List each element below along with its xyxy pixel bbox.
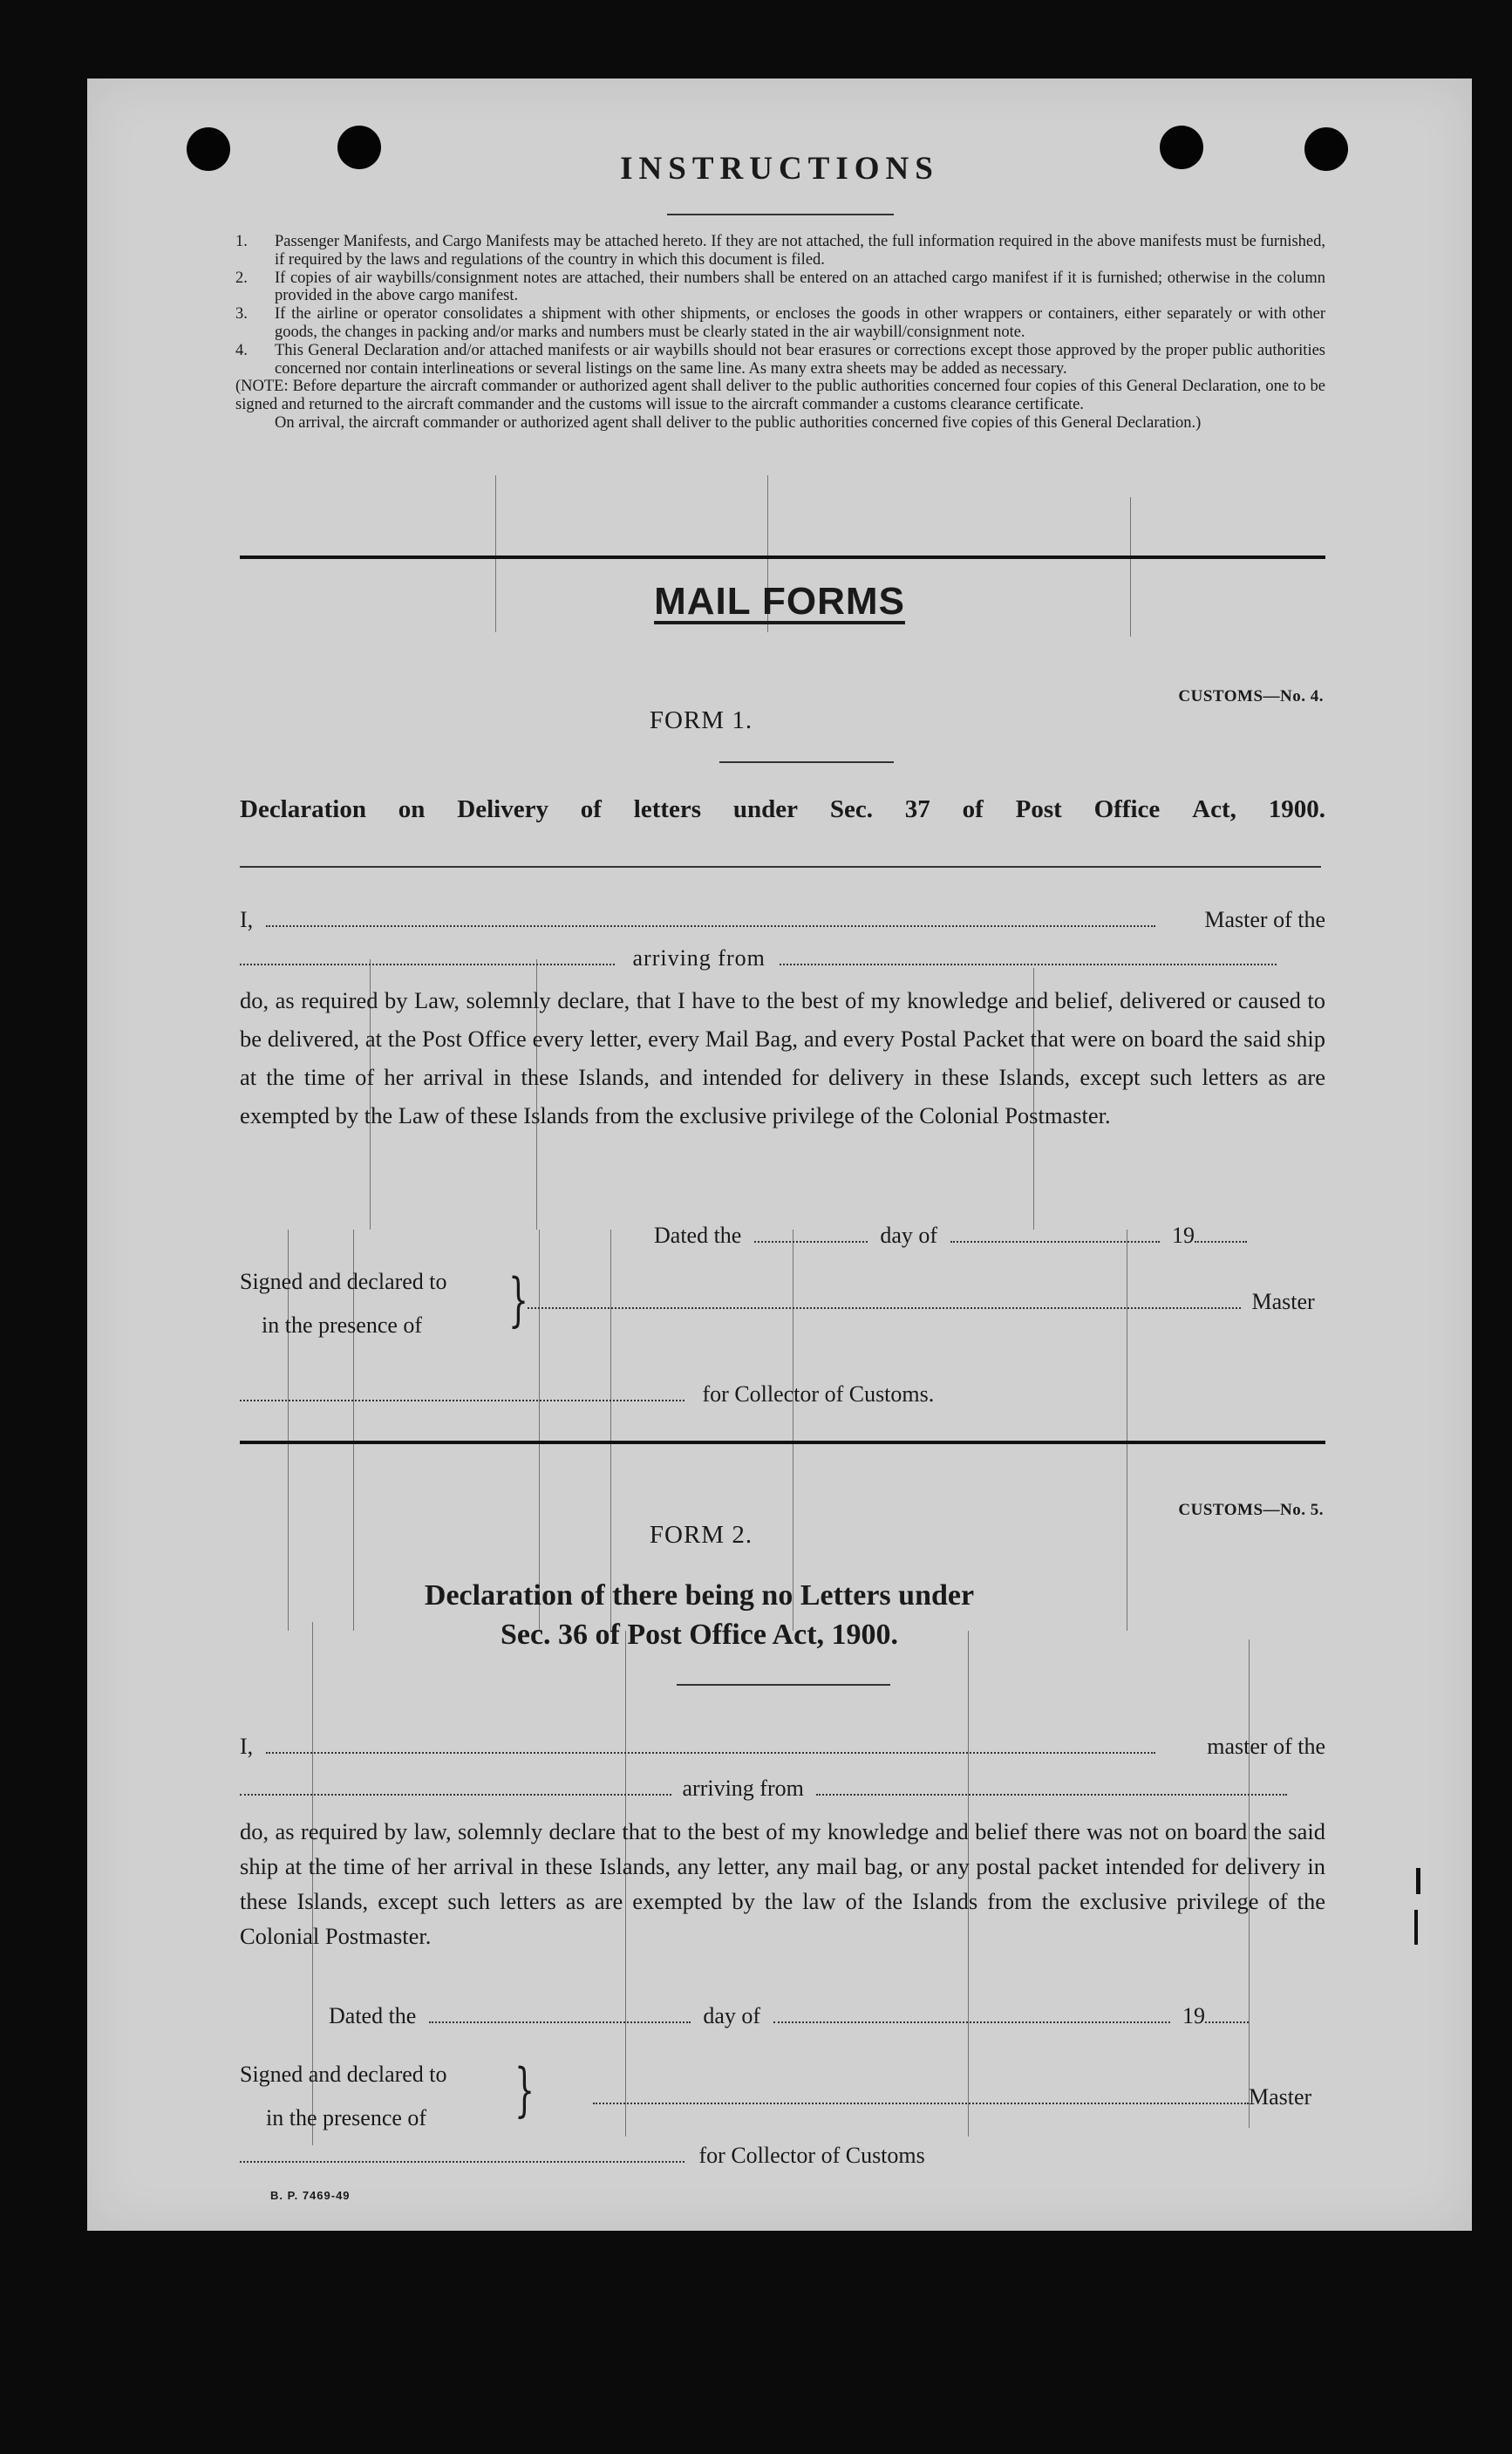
form2-title-underline bbox=[677, 1684, 890, 1686]
form1-presence-label: in the presence of bbox=[262, 1312, 423, 1338]
form2-month-blank[interactable] bbox=[773, 2021, 1170, 2023]
form2-year-prefix: 19 bbox=[1182, 2003, 1206, 2028]
instruction-item bbox=[235, 269, 1325, 306]
form1-ship-name-blank[interactable] bbox=[240, 964, 615, 965]
section-divider bbox=[240, 556, 1325, 559]
form2-customs-number: CUSTOMS—No. 5. bbox=[1178, 1501, 1324, 1519]
form2-ship-name-blank[interactable] bbox=[240, 1794, 671, 1796]
form1-heading-word: Declaration bbox=[240, 795, 366, 823]
form1-heading-word: Delivery bbox=[457, 795, 548, 823]
form1-heading-word: under bbox=[732, 795, 799, 823]
instruction-note-arrival bbox=[235, 414, 1325, 433]
form1-i-label: I, bbox=[240, 907, 254, 932]
form1-collector-signature-blank[interactable] bbox=[240, 1400, 684, 1401]
form1-heading-word: Sec. bbox=[829, 795, 873, 823]
form1-heading-word: letters bbox=[633, 795, 702, 823]
form1-brace: } bbox=[508, 1266, 529, 1333]
form1-name-blank[interactable] bbox=[266, 925, 1155, 927]
note-departure-text: (NOTE: Before departure the aircraft commander or authorized agent shall deliver to the public authorities concerned four copies of this General Declaration, one to be signed and returned to the aircraft commander and the customs will issue to the aircraft commander a customs clearance certificate. bbox=[235, 378, 1325, 414]
form2-signed-label: Signed and declared to bbox=[240, 2062, 447, 2087]
form1-master-label: Master bbox=[1251, 1289, 1315, 1314]
form-divider bbox=[240, 1441, 1325, 1444]
form1-master-line bbox=[528, 1289, 1325, 1315]
form1-year-prefix: 19 bbox=[1172, 1223, 1195, 1248]
form2-day-of: day of bbox=[703, 2003, 761, 2028]
form1-month-blank[interactable] bbox=[950, 1241, 1160, 1243]
form1-master-signature-blank[interactable] bbox=[528, 1307, 1241, 1309]
instructions-underline bbox=[667, 214, 894, 215]
form1-day-of: day of bbox=[880, 1223, 938, 1248]
form1-i-line bbox=[240, 907, 1325, 933]
form2-body: do, as required by law, solemnly declare that to the best of my knowledge and belief there was not on board the said ship at the time of her arrival in these Islands, any letter, any mail bag, or any postal packet intended for delivery in these Islands, except such letters as are exempted by the law of the Islands from the exclusive privilege of the Colonial Postmaster. bbox=[240, 1818, 1325, 1949]
form1-heading-word: 1900. bbox=[1268, 795, 1325, 823]
form2-master-signature-blank[interactable] bbox=[593, 2103, 1249, 2104]
form2-dated-the: Dated the bbox=[329, 2003, 417, 2028]
instruction-number: 3. bbox=[235, 305, 248, 324]
form1-title: FORM 1. bbox=[649, 706, 753, 734]
form2-collector-line bbox=[240, 2143, 925, 2169]
form1-arriving-from: arriving from bbox=[632, 945, 766, 971]
instruction-number: 1. bbox=[235, 233, 248, 250]
form1-heading-word: Act, bbox=[1192, 795, 1236, 823]
form1-for-collector: for Collector of Customs. bbox=[702, 1381, 935, 1407]
instruction-item bbox=[235, 305, 1325, 342]
form1-heading-rule bbox=[240, 866, 1321, 868]
form1-dated-line bbox=[654, 1223, 1325, 1249]
form2-i-line bbox=[240, 1734, 1325, 1760]
form1-heading-word: on bbox=[398, 795, 426, 823]
document-sheet bbox=[87, 78, 1472, 2231]
form2-arriving-line bbox=[240, 1776, 1325, 1802]
instruction-item bbox=[235, 233, 1325, 269]
form2-master-line bbox=[593, 2084, 1325, 2110]
form1-heading-word: of bbox=[962, 795, 984, 823]
form2-year-blank[interactable] bbox=[1205, 2021, 1249, 2023]
form2-dated-line bbox=[329, 2003, 1325, 2029]
form1-dated-the: Dated the bbox=[654, 1223, 742, 1248]
form2-origin-blank[interactable] bbox=[816, 1794, 1287, 1796]
instructions-title: INSTRUCTIONS bbox=[620, 151, 939, 187]
form2-collector-signature-blank[interactable] bbox=[240, 2161, 684, 2163]
form1-heading-word: Office bbox=[1093, 795, 1161, 823]
form2-presence-label: in the presence of bbox=[266, 2105, 427, 2130]
form1-declaration-heading bbox=[240, 795, 1325, 824]
form1-heading-word: of bbox=[580, 795, 602, 823]
form2-brace: } bbox=[514, 2056, 535, 2123]
instruction-text: If the airline or operator consolidates a shipment with other shipments, or encloses the goods in other wrappers or containers, either separately or with other goods, the changes in packing and/or marks and numbers must be clearly stated in the air waybill/consignment note. bbox=[275, 305, 1325, 341]
form1-master-of-the: Master of the bbox=[1204, 907, 1325, 932]
form1-heading-word: 37 bbox=[904, 795, 930, 823]
instructions-list bbox=[235, 233, 1325, 433]
instruction-number: 2. bbox=[235, 269, 248, 287]
instruction-text: If copies of air waybills/consignment notes are attached, their numbers shall be entered on an attached cargo manifest if it is furnished; otherwise in the column provided in the above cargo manifest. bbox=[275, 269, 1325, 305]
mail-forms-title: MAIL FORMS bbox=[654, 580, 905, 623]
form2-title: FORM 2. bbox=[649, 1521, 753, 1549]
instruction-text: Passenger Manifests, and Cargo Manifests may be attached hereto. If they are not attached, the full information required in the above manifests must be furnished, if required by the laws and regulations of the country in which this document is filed. bbox=[275, 233, 1325, 269]
form2-arriving-from: arriving from bbox=[682, 1776, 804, 1801]
form2-name-blank[interactable] bbox=[266, 1752, 1155, 1754]
instruction-number: 4. bbox=[235, 341, 248, 359]
form1-heading-word: Post bbox=[1015, 795, 1062, 823]
form1-title-underline bbox=[719, 761, 894, 763]
form1-body: do, as required by Law, solemnly declare, that I have to the best of my knowledge and belief, delivered or caused to be delivered, at the Post Office every letter, every Mail Bag, and every Postal Packet that were on board the said ship at the time of her arrival in these Islands, and intended for delivery in these Islands, except such letters as are exempted by the Law of these Islands from the exclusive privilege of the Colonial Postmaster. bbox=[240, 987, 1325, 1128]
scan-mark bbox=[1414, 1910, 1418, 1945]
form2-date-blank[interactable] bbox=[429, 2021, 691, 2023]
instruction-note bbox=[235, 378, 1325, 414]
note-arrival-text: On arrival, the aircraft commander or authorized agent shall deliver to the public authorities concerned five copies of this General Declaration.) bbox=[275, 413, 1202, 432]
form1-origin-blank[interactable] bbox=[780, 964, 1277, 965]
form2-declaration-line1: Declaration of there being no Letters under bbox=[424, 1579, 975, 1612]
form1-customs-number: CUSTOMS—No. 4. bbox=[1178, 687, 1324, 706]
form2-i-label: I, bbox=[240, 1734, 254, 1759]
form2-master-of-the: master of the bbox=[1207, 1734, 1325, 1759]
scan-mark bbox=[1416, 1868, 1420, 1894]
form1-arriving-line bbox=[240, 945, 1325, 971]
form2-master-label: Master bbox=[1249, 2084, 1312, 2110]
form-code: B. P. 7469-49 bbox=[270, 2189, 351, 2202]
form1-collector-line bbox=[240, 1381, 934, 1408]
instruction-item bbox=[235, 342, 1325, 378]
instruction-text: This General Declaration and/or attached manifests or air waybills should not bear erasures or corrections except those approved by the proper public authorities concerned nor contain interlineations or several listings on the same line. As many extra sheets may be added as necessary. bbox=[275, 341, 1325, 378]
form2-declaration-line2: Sec. 36 of Post Office Act, 1900. bbox=[500, 1619, 899, 1651]
form2-for-collector: for Collector of Customs bbox=[698, 2143, 925, 2168]
form1-year-blank[interactable] bbox=[1195, 1241, 1247, 1243]
form1-signed-label: Signed and declared to bbox=[240, 1269, 447, 1294]
form1-date-blank[interactable] bbox=[754, 1241, 868, 1243]
